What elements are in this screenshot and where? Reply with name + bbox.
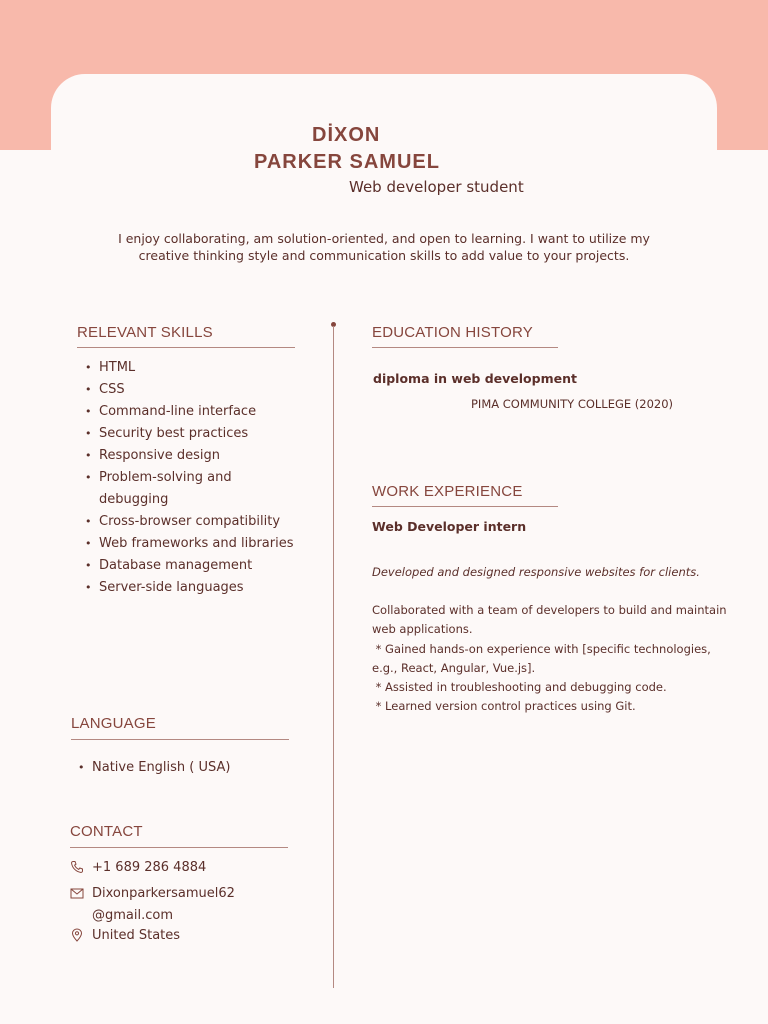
work-details xyxy=(372,601,732,717)
location-pin-icon xyxy=(70,928,84,942)
work-rule xyxy=(372,506,558,507)
skill-item: • Web frameworks and libraries xyxy=(78,533,308,555)
contact-heading: CONTACT xyxy=(70,823,143,840)
work-detail-line: web applications. xyxy=(372,622,473,637)
degree-title: diploma in web development xyxy=(373,371,577,386)
work-detail-line: * Learned version control practices using Git. xyxy=(372,699,636,714)
work-summary: Developed and designed responsive websites for clients. xyxy=(372,565,700,579)
language-rule xyxy=(71,739,289,740)
job-title: Web developer student xyxy=(349,178,524,196)
work-detail-line: Collaborated with a team of developers to build and maintain xyxy=(372,603,727,617)
skill-item: • Responsive design xyxy=(78,445,308,467)
contact-rule xyxy=(70,847,288,848)
education-heading: EDUCATION HISTORY xyxy=(372,324,533,341)
language-heading: LANGUAGE xyxy=(71,715,156,732)
mail-icon xyxy=(70,886,84,900)
skill-item: • Database management xyxy=(78,555,308,577)
first-name: DİXON xyxy=(312,124,381,146)
skill-item-continuation: debugging xyxy=(99,492,169,507)
skill-item: • CSS xyxy=(78,379,308,401)
language-item: • Native English ( USA) xyxy=(71,757,301,779)
email-line-2: @gmail.com xyxy=(92,908,174,923)
work-detail-line: * Assisted in troubleshooting and debugging code. xyxy=(372,680,667,695)
skills-rule xyxy=(77,347,295,348)
location-value: United States xyxy=(92,928,181,943)
work-detail-line: * Gained hands-on experience with [specific technologies, xyxy=(372,641,711,656)
skill-item: • Cross-browser compatibility xyxy=(78,511,308,533)
work-position: Web Developer intern xyxy=(372,519,527,534)
column-divider xyxy=(333,326,334,988)
phone-number: +1 689 286 4884 xyxy=(92,860,207,875)
language-list xyxy=(71,757,301,779)
school-name: PIMA COMMUNITY COLLEGE (2020) xyxy=(471,397,674,411)
education-rule xyxy=(372,347,558,348)
skills-list xyxy=(78,357,308,599)
skill-item: • Problem-solving and xyxy=(78,467,308,489)
email-line-1: Dixonparkersamuel62 xyxy=(92,886,235,901)
work-heading: WORK EXPERIENCE xyxy=(372,483,523,500)
skill-item: • Server-side languages xyxy=(78,577,308,599)
skill-item: • Command-line interface xyxy=(78,401,308,423)
phone-icon xyxy=(70,860,84,874)
work-detail-line: e.g., React, Angular, Vue.js]. xyxy=(372,660,536,675)
skill-item: • HTML xyxy=(78,357,308,379)
profile-summary: I enjoy collaborating, am solution-oriented, and open to learning. I want to utilize my creative thinking style and communication skills to add value to your projects. xyxy=(118,231,650,263)
last-name: PARKER SAMUEL xyxy=(254,151,440,173)
skills-heading: RELEVANT SKILLS xyxy=(77,324,213,341)
skill-item: • Security best practices xyxy=(78,423,308,445)
